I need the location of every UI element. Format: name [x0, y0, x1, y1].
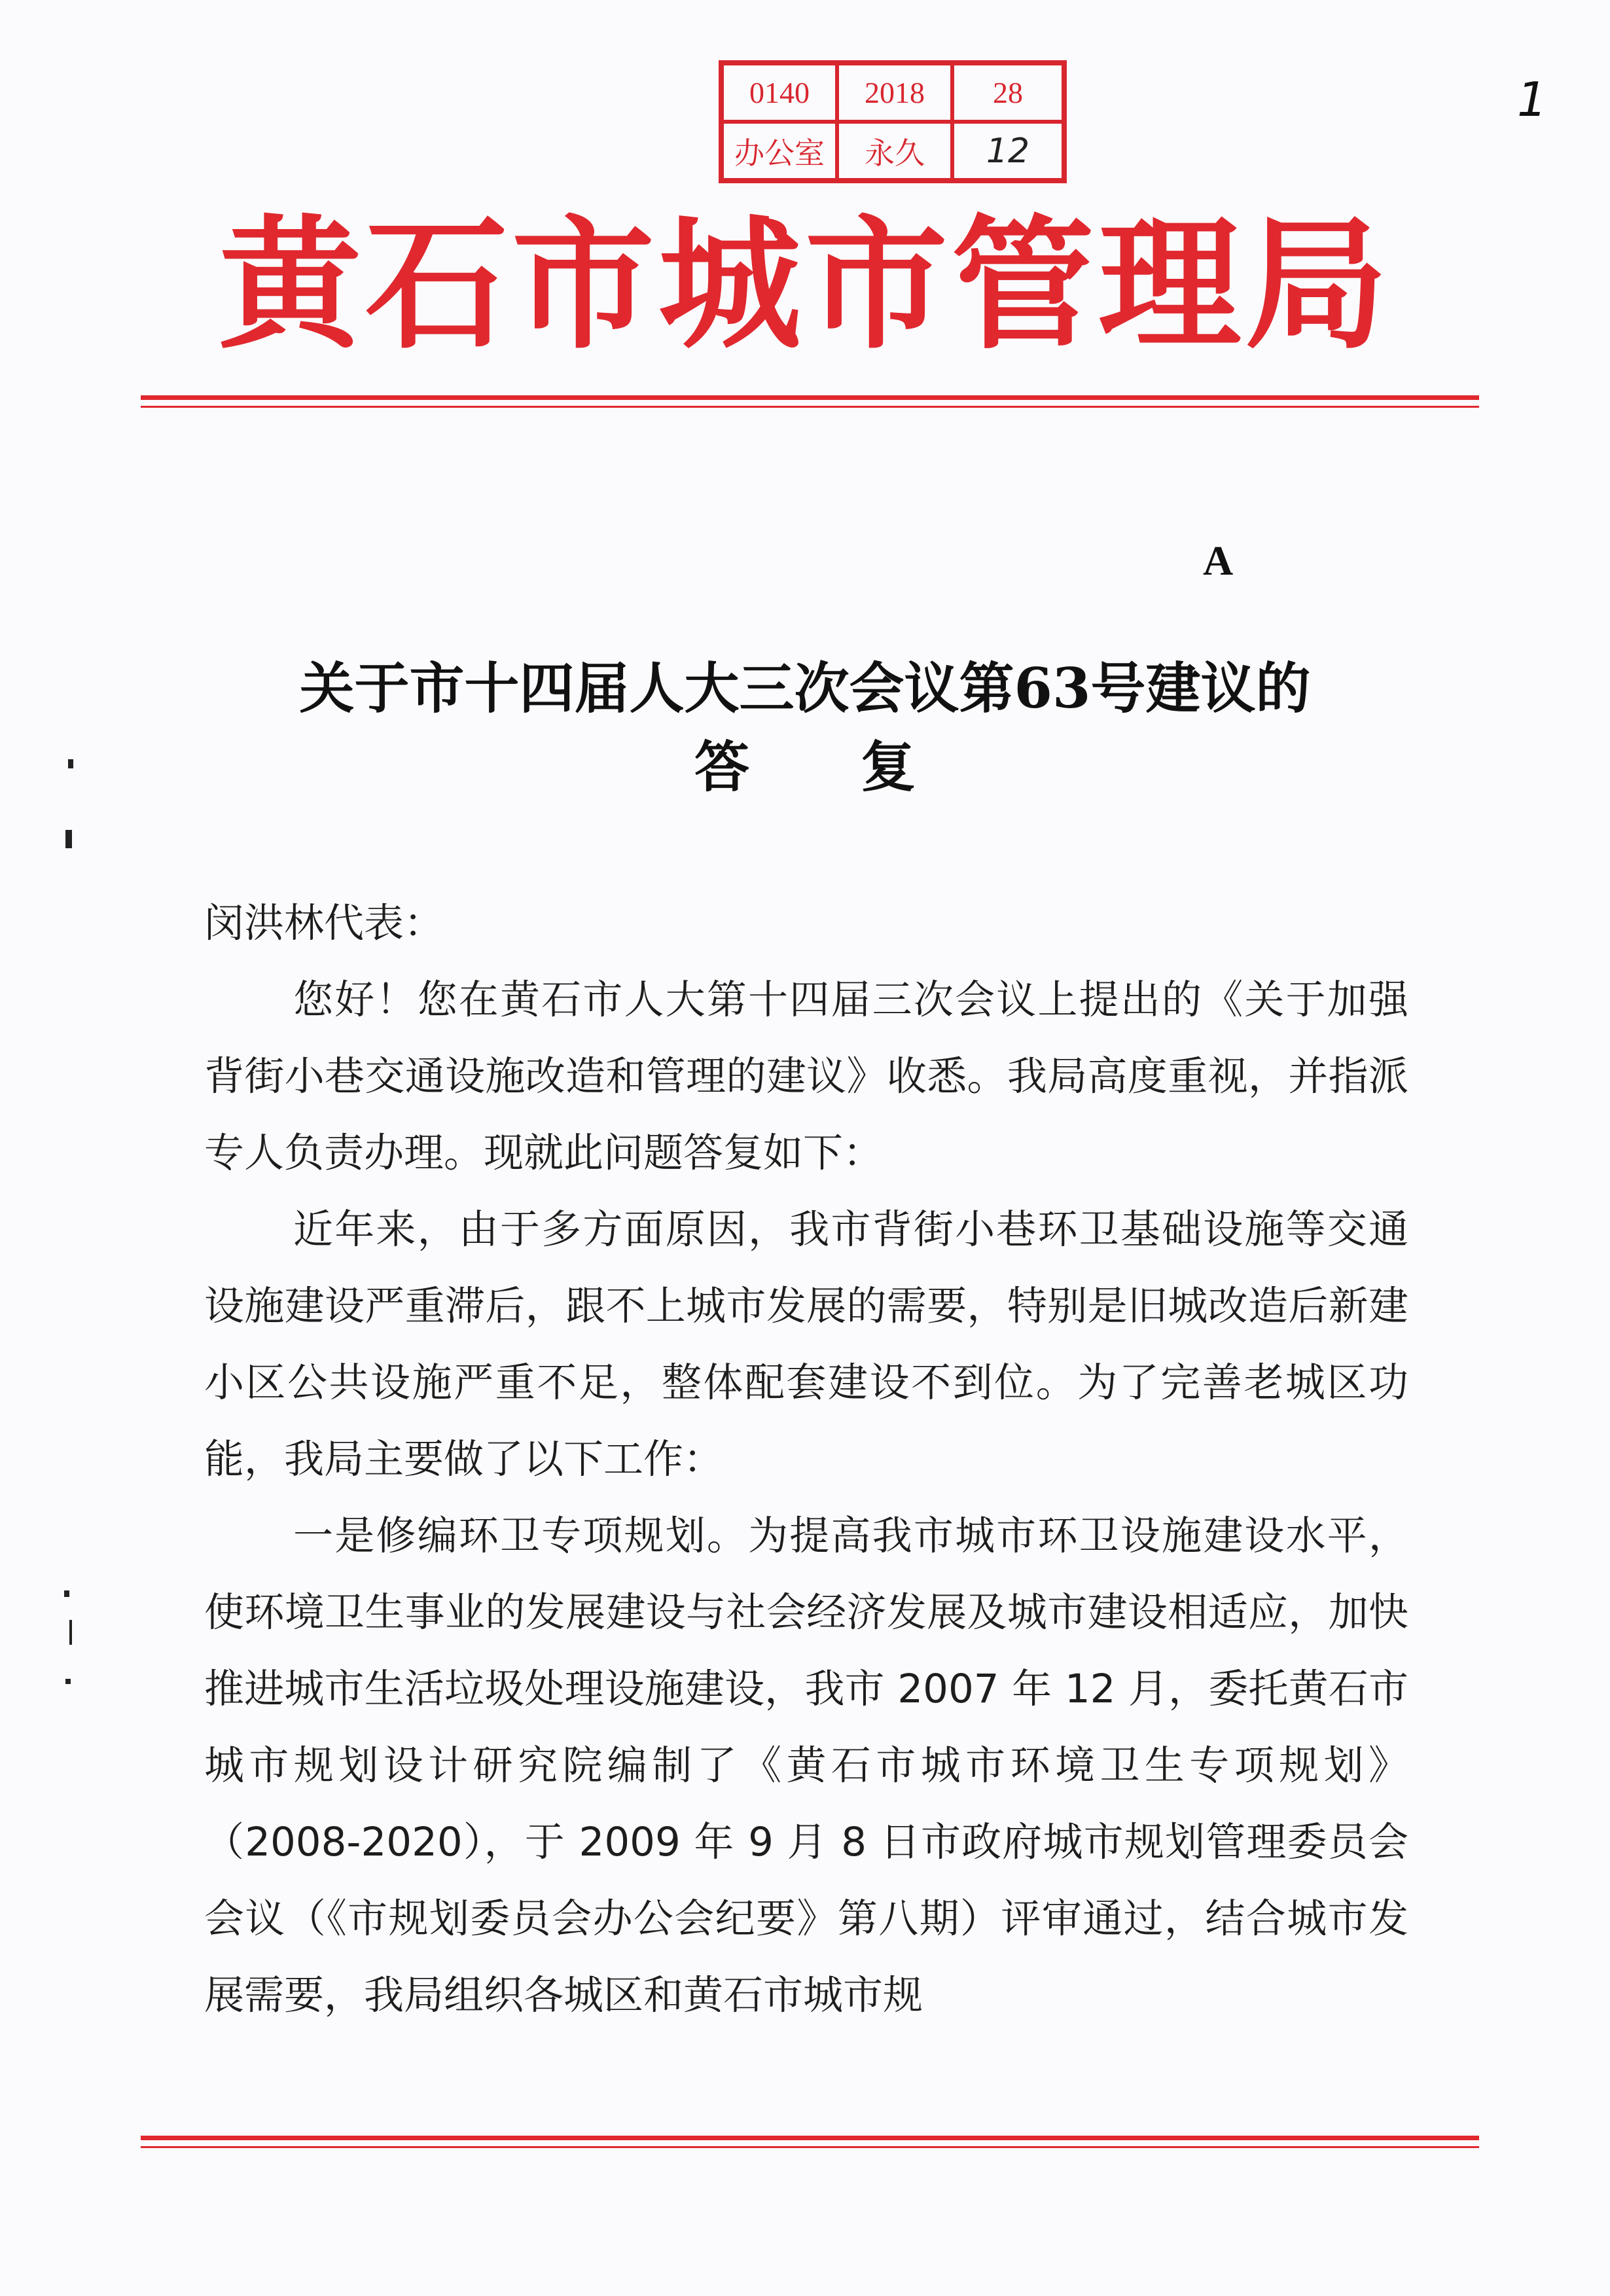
- binding-mark: [69, 1620, 72, 1645]
- masthead-title: 黄石市城市管理局: [219, 201, 1391, 368]
- stamp-retention: 永久: [837, 122, 952, 180]
- document-title-line1: 关于市十四届人大三次会议第63号建议的: [299, 656, 1311, 721]
- stamp-year: 2018: [837, 63, 952, 122]
- body-text: [204, 885, 1408, 2034]
- paragraph-3: 一是修编环卫专项规划。为提高我市城市环卫设施建设水平，使环境卫生事业的发展建设与社会经济发展及城市建设相适应，加快推进城市生活垃圾处理设施建设，我市 2007 年 12 月，委托黄石市城市规划设计研究院编制了《黄石市城市环境卫生专项规划》（2008-2020），于 2009 年 9 月 8 日市政府城市规划管理委员会会议（《市规划委员会办公会纪要》第八期）评审通过，结合城市发展需要，我局组织各城区和黄石市城市规: [204, 1513, 1408, 2018]
- paragraph-1: 您好！您在黄石市人大第十四届三次会议上提出的《关于加强背街小巷交通设施改造和管理的建议》收悉。我局高度重视，并指派专人负责办理。现就此问题答复如下：: [204, 977, 1408, 1176]
- archive-stamp: [719, 60, 1067, 183]
- document-title-line2: 答复: [694, 734, 1027, 799]
- stamp-handwritten-count: 12: [952, 122, 1064, 180]
- stamp-department: 办公室: [722, 122, 837, 180]
- masthead-red-rule: [141, 395, 1479, 408]
- paragraph-2: 近年来，由于多方面原因，我市背街小巷环卫基础设施等交通设施建设严重滞后，跟不上城市发展的需要，特别是旧城改造后新建小区公共设施严重不足，整体配套建设不到位。为了完善老城区功能，我局主要做了以下工作：: [204, 1206, 1408, 1482]
- grade-mark: A: [1203, 537, 1234, 584]
- binding-mark: [65, 830, 72, 848]
- stamp-number: 28: [952, 63, 1064, 122]
- handwritten-page-number: 1: [1517, 72, 1547, 127]
- binding-mark: [65, 1679, 71, 1684]
- footer-red-rule: [141, 2136, 1479, 2148]
- binding-mark: [64, 1590, 69, 1597]
- binding-mark: [68, 759, 73, 768]
- salutation: 闵洪林代表：: [204, 900, 444, 946]
- stamp-archive-code: 0140: [722, 63, 837, 122]
